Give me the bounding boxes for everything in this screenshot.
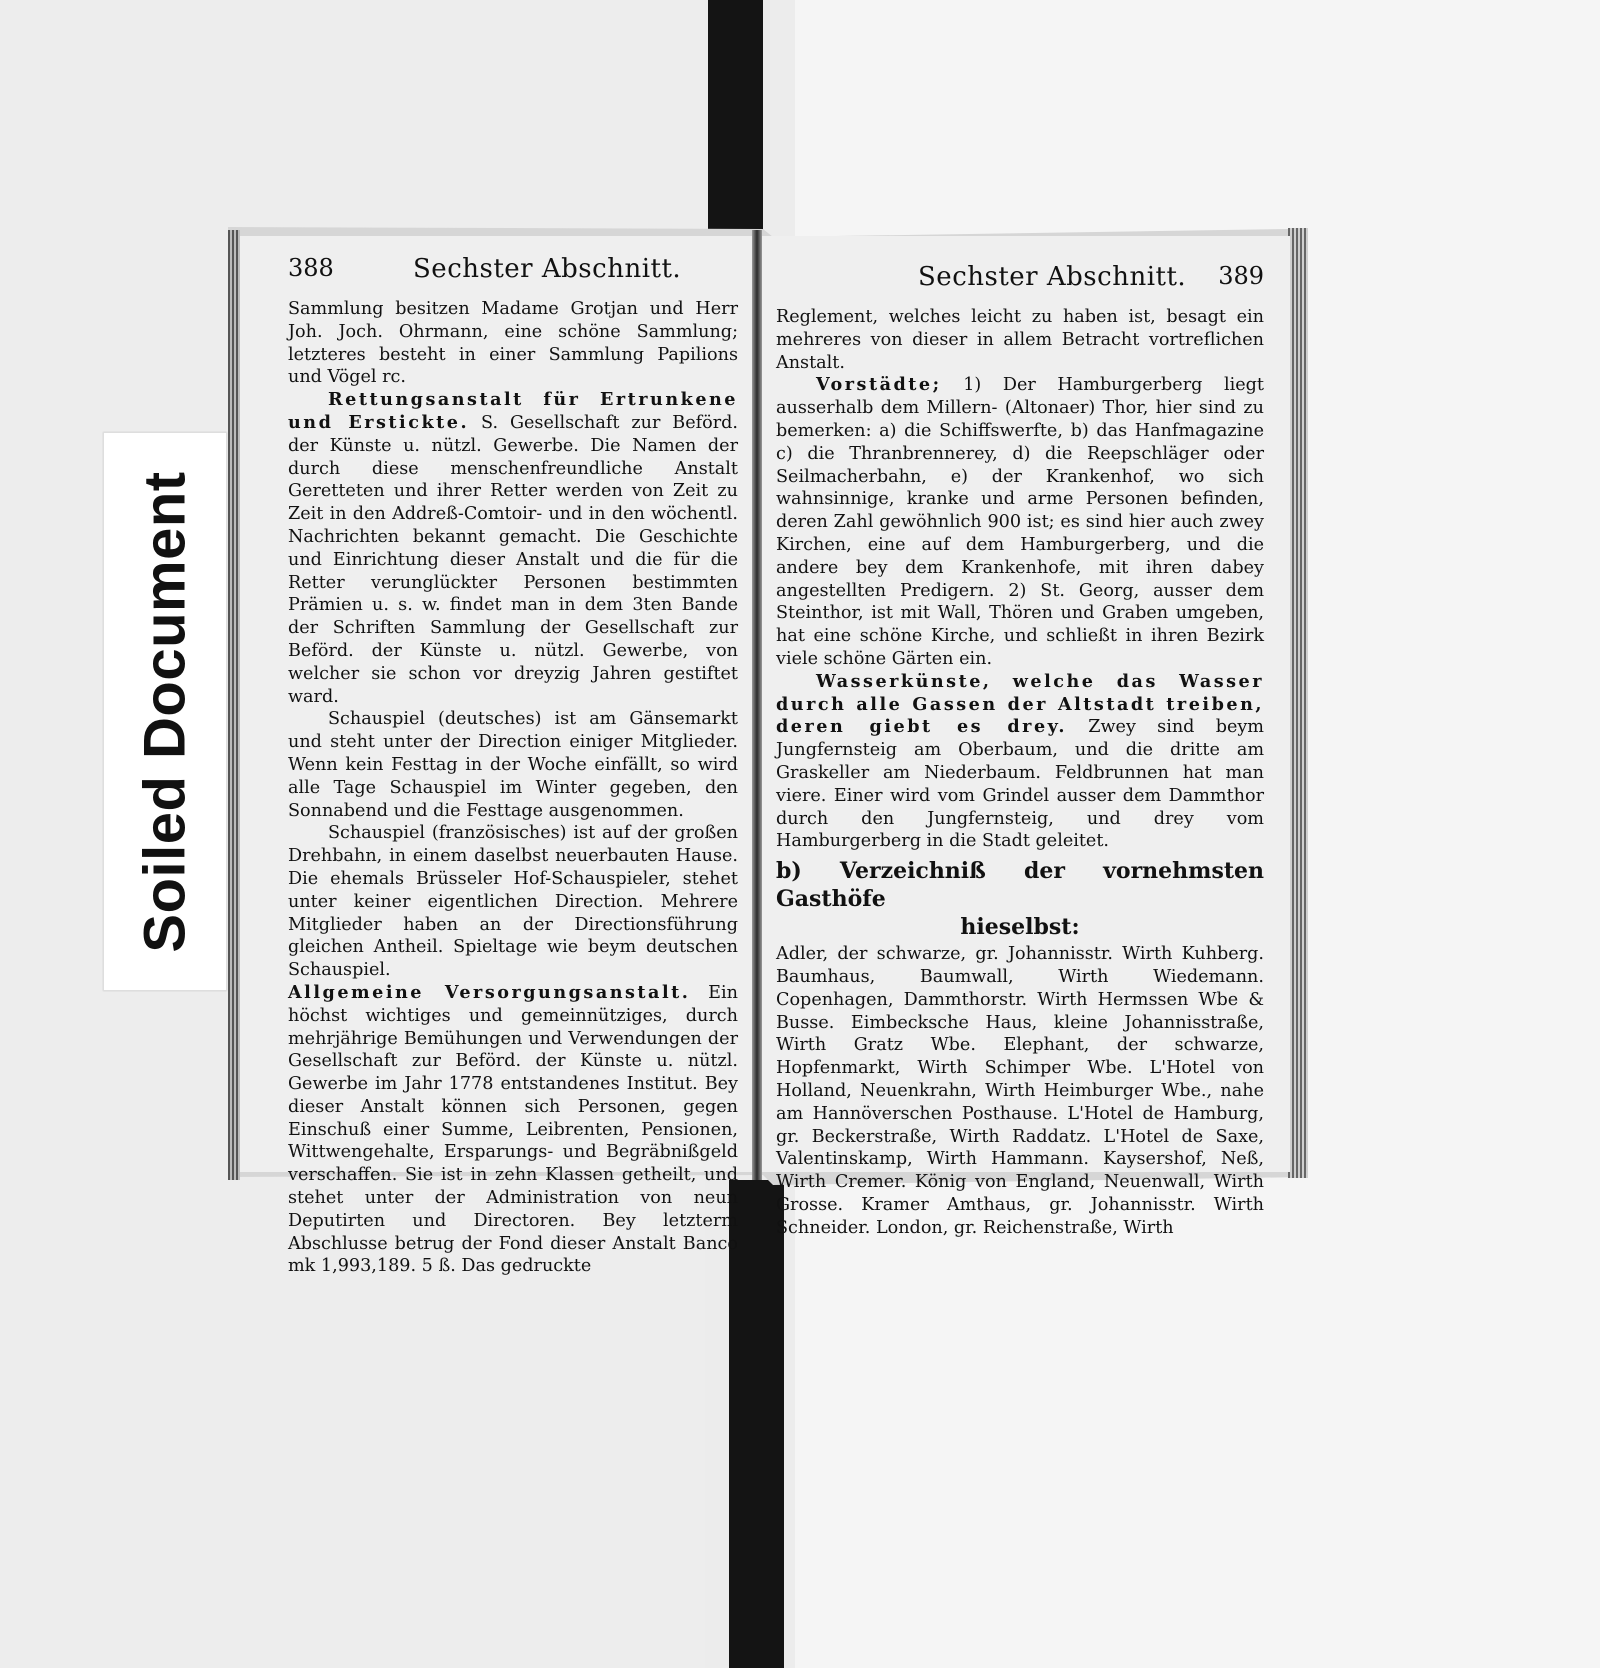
section-heading-line2: hieselbst:: [960, 914, 1080, 941]
right-page: [762, 236, 1290, 1238]
left-page-text: [288, 298, 738, 1278]
entry-heading: Rettungsanstalt für Ertrunkene und Erstickte.: [288, 389, 738, 433]
paragraph-gasthoefe-list: Adler, der schwarze, gr. Johannisstr. Wirth Kuhberg. Baumhaus, Baumwall, Wirth Wiedemann. Copenhagen, Dammthorstr. Wirth Hermssen Wbe & Busse. Eimbecksche Haus, kleine Johannisstraße, Wirth Gratz Wbe. Elephant, der schwarze, Hopfenmarkt, Wirth Schimper Wbe. L'Hotel von Holland, Neuenkrahn, Wirth Heimburger Wbe., nahe am Hannöverschen Posthause. L'Hotel de Hamburg, gr. Beckerstraße, Wirth Raddatz. L'Hotel de Saxe, Valentinskamp, Wirth Hammann. Kaysershof, Neß, Wirth Cremer. König von England, Neuenwall, Wirth Grosse. Kramer Amthaus, gr. Johannisstr. Wirth Schneider. London, gr. Reichenstraße, Wirth: [776, 944, 1264, 1238]
book-edge-right: [1288, 228, 1308, 1178]
running-title-left: Sechster Abschnitt.: [413, 254, 682, 284]
entry-body: S. Gesellschaft zur Beförd. der Künste u. nützl. Gewerbe. Die Namen der durch diese menschenfreundliche Anstalt Geretteten und ihrer Retter werden von Zeit zu Zeit in den Addreß-Comtoir- und in den wöchentl. Nachrichten bekannt gemacht. Die Geschichte und Einrichtung dieser Anstalt und die für die Retter verunglückter Personen bestimmten Prämien u. s. w. findet man in dem 3ten Bande der Schriften Sammlung der Gesellschaft zur Beförd. der Künste u. nützl. Gewerbe, von welcher sie schon vor dreyzig Jahren gestiftet ward.: [288, 412, 738, 707]
page-number-right: 389: [1218, 262, 1264, 290]
paragraph-reglement: Reglement, welches leicht zu haben ist, besagt ein mehreres von dieser in allem Betracht vortreflichen Anstalt.: [776, 307, 1264, 373]
entry-body: Ein höchst wichtiges und gemeinnütziges, durch mehrjährige Bemühungen und Verwendungen der Gesellschaft zur Beförd. der Künste u. nützl. Gewerbe im Jahr 1778 entstandenes Institut. Bey dieser Anstalt können sich Personen, gegen Einschuß einer Summe, Leibrenten, Pensionen, Wittwengehalte, Ersparungs- und Begräbnißgeld verschaffen. Sie ist in zehn Klassen getheilt, und stehet unter der Administration von neun Deputirten und Directoren. Bey letzterm Abschlusse betrug der Fond dieser Anstalt Banco mk 1,993,189. 5 ß. Das gedruckte: [288, 982, 738, 1277]
right-page-text: [776, 306, 1264, 1239]
entry-body: 1) Der Hamburgerberg liegt ausserhalb dem Millern- (Altonaer) Thor, hier sind zu bemerken: a) die Schiffswerfte, b) das Hanfmagazine c) die Thranbrennerey, d) die Reepschläger oder Seilmacherbahn, e) der Krankenhof, wo sich wahnsinnige, kranke und arme Personen befinden, deren Zahl gewöhnlich 900 ist; es sind hier auch zwey Kirchen, eine auf dem Hamburgerberg, und die andere bey dem Krankenhofe, mit ihren dabey angestellten Predigern. 2) St. Georg, ausser dem Steinthor, ist mit Wall, Thören und Graben umgeben, hat eine schöne Kirche, und schließt in ihren Bezirk viele schöne Gärten ein.: [776, 375, 1264, 669]
paragraph-sammlung: Sammlung besitzen Madame Grotjan und Herr Joh. Joch. Ohrmann, eine schöne Sammlung; letzteres besteht in einer Sammlung Papilions und Vögel rc.: [288, 299, 738, 388]
paragraph-schauspiel-franz: Schauspiel (französisches) ist auf der großen Drehbahn, in einem daselbst neuerbauten Hause. Die ehemals Brüsseler Hof-Schauspieler, stehet unter keiner eigentlichen Direction. Mehrere Mitglieder haben an der Directionsführung gleichen Antheil. Spieltage wie beym deutschen Schauspiel.: [288, 823, 738, 981]
binding-strap-top: [708, 0, 763, 232]
paragraph-wasserkuenste: [776, 671, 1264, 853]
right-page-header: [776, 262, 1264, 306]
entry-heading: Wasserkünste, welche das Wasser durch alle Gassen der Altstadt treiben, deren giebt es drey.: [776, 670, 1264, 738]
entry-body: Zwey sind beym Jungfernsteig am Oberbaum, und die dritte am Graskeller am Niederbaum. Feldbrunnen hat man viere. Einer wird vom Grindel ausser dem Dammthor durch den Jungfernsteig, und drey vom Hamburgerberg in die Stadt geleitet.: [776, 717, 1264, 852]
entry-heading: Vorstädte;: [816, 374, 942, 396]
paragraph-versorgungsanstalt: [288, 982, 738, 1278]
left-page: [240, 236, 752, 1277]
paragraph-vorstaedte: [776, 374, 1264, 670]
running-title-right: Sechster Abschnitt.: [918, 262, 1187, 292]
book-gutter: [752, 230, 762, 1180]
paragraph-schauspiel-deutsch: Schauspiel (deutsches) ist am Gänsemarkt und steht unter der Direction einiger Mitglieder. Wenn kein Festtag in der Woche einfällt, so wird alle Tage Schauspiel im Winter gegeben, den Sonnabend und die Festtage ausgenommen.: [288, 709, 738, 821]
soiled-document-label: [103, 432, 227, 991]
paragraph-rettungsanstalt: [288, 389, 738, 708]
book-edge-left: [228, 230, 240, 1180]
page-number-left: 388: [288, 254, 334, 282]
entry-heading: Allgemeine Versorgungsanstalt.: [288, 981, 691, 1003]
section-heading-line1: b) Verzeichniß der vornehmsten Gasthöfe: [776, 858, 1264, 913]
label-text: Soiled Document: [132, 470, 198, 953]
section-heading: [776, 857, 1264, 941]
left-page-header: [288, 254, 738, 298]
